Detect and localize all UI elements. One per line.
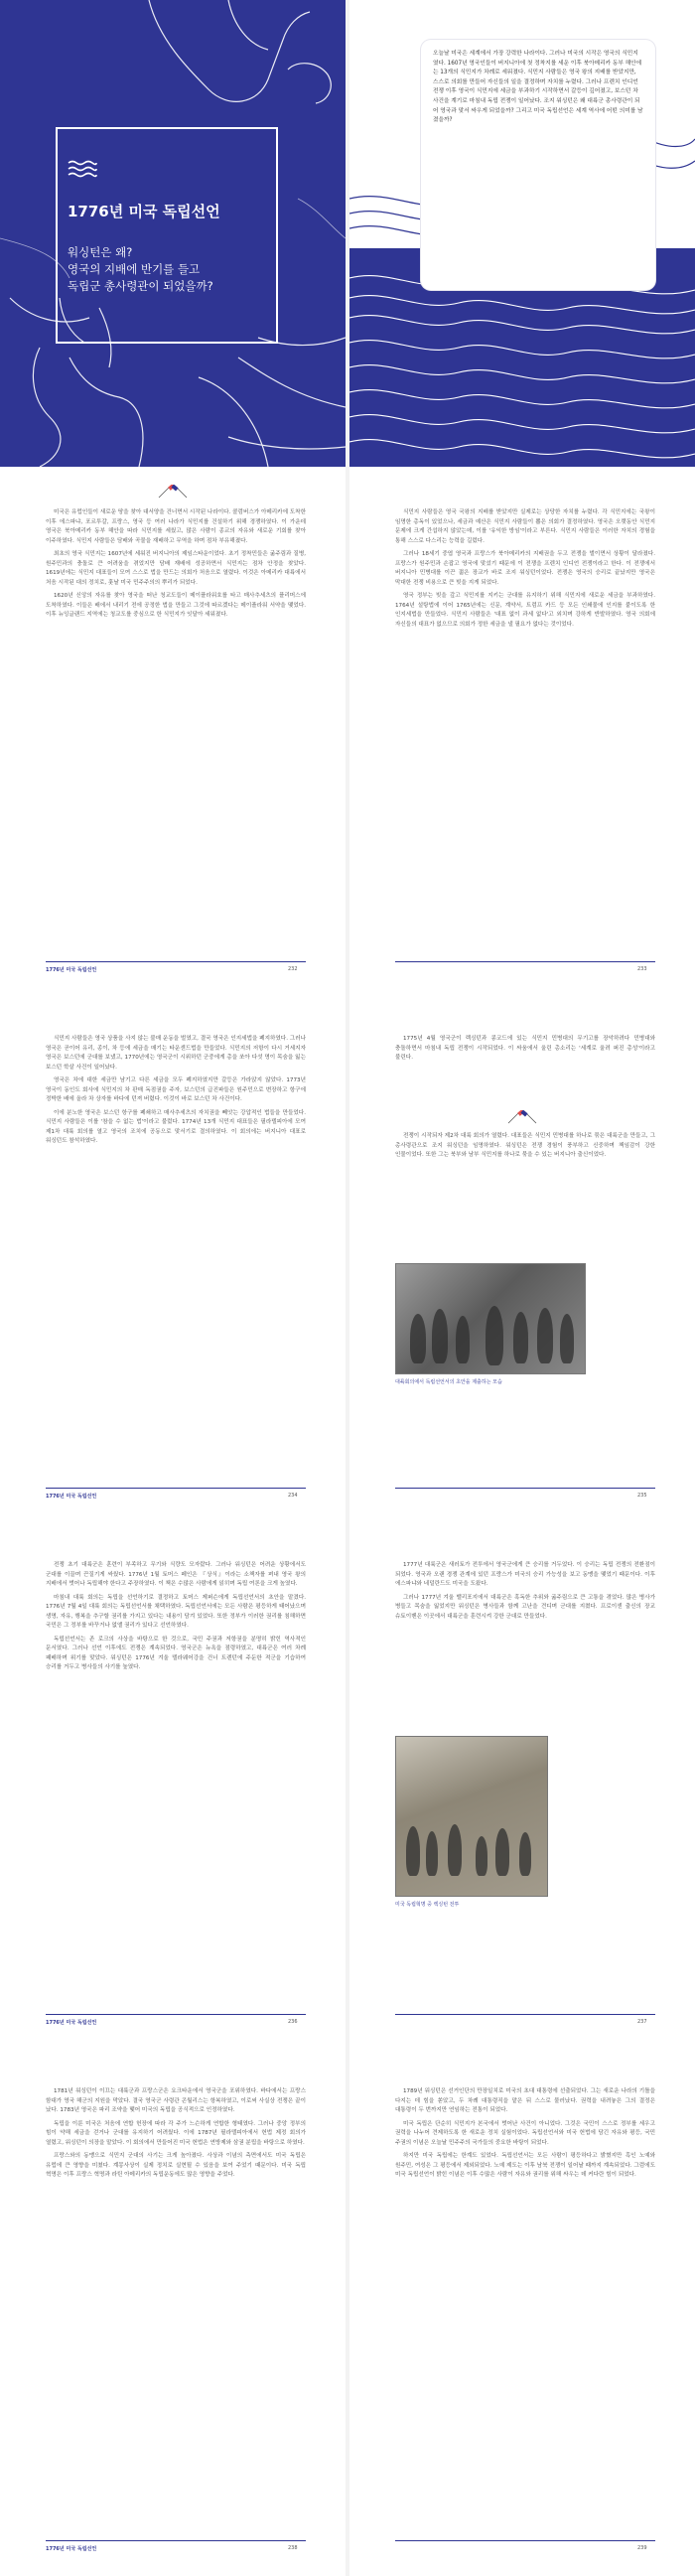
footer-rule: [46, 2014, 306, 2015]
paragraph: 1781년 워싱턴이 이끄는 대륙군과 프랑스군은 요크타운에서 영국군을 포위하였다. 바다에서는 프랑스 함대가 영국 해군의 지원을 막았다. 결국 영국군 사령관 콘월리스는 항복하였고, 이로써 사실상 전쟁은 끝이 났다. 1783년 영국은 파리 조약을 맺어 미국의 독립을 공식적으로 인정하였다.: [46, 2088, 306, 2113]
paragraph: 프랑스와의 동맹으로 식민지 군대의 사기는 크게 높아졌다. 사상과 이념의 측면에서도 미국 독립은 유럽에 큰 영향을 미쳤다. 계몽사상이 실제 정치로 실현될 수 있음을 보여 주었기 때문이다. 미국 독립 혁명은 이후 프랑스 혁명과 라틴 아메리카의 독립운동에도 많은 영향을 주었다.: [46, 2153, 306, 2178]
photo-caption: 대륙회의에서 독립선언서의 초안을 제출하는 모습: [395, 1379, 502, 1385]
paragraph: 식민지 사람들은 영국 상품을 사지 않는 불매 운동을 벌였고, 결국 영국은 인지세법을 폐지하였다. 그러나 영국은 곧이어 유리, 종이, 차 등에 세금을 매기는 타운센드법을 만들었다. 식민지의 저항이 다시 거세지자 영국은 보스턴에 군대를 보냈고, 1770년에는 영국군이 시위하던 군중에게 총을 쏘아 다섯 명이 목숨을 잃는 보스턴 학살 사건이 일어났다.: [46, 1036, 306, 1071]
book-page-235: [349, 993, 695, 1519]
footer-rule: [395, 961, 655, 962]
photo-caption: 미국 독립혁명 중 렉싱턴 전투: [395, 1902, 460, 1908]
paragraph: 전쟁이 시작되자 제2차 대륙 회의가 열렸다. 대표들은 식민지 민병대를 하나로 묶은 대륙군을 만들고, 그 총사령관으로 조지 워싱턴을 임명하였다. 워싱턴은 전쟁 경험이 풍부하고 신중하며 책임감이 강한 인물이었다. 또한 그는 북부와 남부 식민지를 하나로 묶을 수 있는 버지니아 출신이었다.: [395, 1133, 655, 1158]
body-text: [395, 1035, 655, 1064]
paragraph: 하지만 미국 독립에는 한계도 있었다. 독립선언서는 모든 사람이 평등하다고 밝혔지만 흑인 노예와 원주민, 여성은 그 평등에서 제외되었다. 노예 제도는 이후 남북 전쟁이 일어날 때까지 계속되었다. 그럼에도 미국 독립선언이 밝힌 이념은 이후 수많은 사람이 자유와 권리를 위해 싸우는 데 커다란 힘이 되었다.: [395, 2153, 655, 2178]
paragraph: 이에 분노한 영국은 보스턴 항구를 폐쇄하고 매사추세츠의 자치권을 빼앗는 강압적인 법들을 만들었다. 식민지 사람들은 이를 '참을 수 없는 법'이라고 불렀다. 1774년 13개 식민지 대표들은 필라델피아에 모여 제1차 대륙 회의를 열고 영국의 조치에 공동으로 맞서기로 결의하였다. 이 회의에는 버지니아 대표로 워싱턴도 참석하였다.: [46, 1109, 306, 1144]
body-text: [395, 2087, 655, 2181]
page-number: 237: [637, 2019, 647, 2025]
book-page-232: [0, 467, 346, 993]
intro-quote-text: 오늘날 미국은 세계에서 가장 강력한 나라이다. 그러나 미국의 시작은 영국의 식민지였다. 1607년 영국인들이 버지니아에 첫 정착지를 세운 이후 북아메리카 동부 해안에는 13개의 식민지가 차례로 세워졌다. 식민지 사람들은 영국 왕의 지배를 받았지만, 스스로 의회를 만들어 자신들의 일을 결정하며 자치를 누렸다. 그러나 프렌치 인디언 전쟁 이후 영국이 식민지에 세금을 부과하기 시작하면서 갈등이 깊어졌고, 보스턴 차 사건을 계기로 마침내 독립 전쟁이 일어났다. 조지 워싱턴은 왜 대륙군 총사령관이 되어 영국과 맞서 싸우게 되었을까? 그리고 미국 독립선언은 세계 역사에 어떤 의미를 남겼을까?: [433, 51, 643, 124]
book-page-236: [0, 1519, 346, 2046]
paragraph: 독립선언서는 존 로크의 사상을 바탕으로 한 것으로, 국민 주권과 저항권을 분명히 밝힌 역사적인 문서였다. 그러나 선언 이후에도 전쟁은 계속되었다. 영국군은 뉴욕을 점령하였고, 대륙군은 여러 차례 패배하며 위기를 맞았다. 워싱턴은 1776년 겨울 델라웨어강을 건너 트렌턴에 주둔한 적군을 기습하여 승리를 거두고 병사들의 사기를 높였다.: [46, 1636, 306, 1670]
running-footer-title: 1776년 미국 독립선언: [46, 967, 97, 973]
paragraph: 그러나 1777년 겨울 밸리포지에서 대륙군은 혹독한 추위와 굶주림으로 큰 고통을 겪었다. 많은 병사가 병들고 목숨을 잃었지만 워싱턴은 병사들과 함께 고난을 견디며 군대를 지켰다. 프로이센 출신의 장교 슈토이벤은 이곳에서 대륙군을 훈련시켜 강한 군대로 만들었다.: [395, 1594, 655, 1620]
waves-icon: [68, 159, 97, 179]
page-number: 235: [637, 1493, 647, 1499]
footer-rule: [46, 1488, 306, 1489]
running-footer-title: 1776년 미국 독립선언: [46, 2546, 97, 2552]
crossed-flags-icon: [502, 1110, 542, 1124]
chapter-subtitle: [68, 244, 271, 295]
paragraph: 영국 정부는 빚을 갚고 식민지를 지키는 군대를 유지하기 위해 식민지에 새로운 세금을 부과하였다. 1764년 설탕법에 이어 1765년에는 신문, 계약서, 트럼프 카드 등 모든 인쇄물에 인지를 붙이도록 한 인지세법을 만들었다. 식민지 사람들은 '대표 없이 과세 없다'고 외치며 강하게 반발하였다. 영국 의회에 자신들의 대표가 없으므로 의회가 정한 세금을 낼 필요가 없다는 것이었다.: [395, 593, 655, 628]
subtitle-line: 영국의 지배에 반기를 들고: [68, 262, 201, 276]
crossed-flags-icon: [153, 485, 193, 499]
running-footer-title: 1776년 미국 독립선언: [46, 2020, 97, 2026]
footer-rule: [46, 2540, 306, 2541]
page-number: 232: [288, 966, 298, 972]
page-number: 233: [637, 966, 647, 972]
body-text: [46, 1035, 306, 1147]
footer-rule: [395, 2014, 655, 2015]
body-text: [46, 1561, 306, 1673]
paragraph: 전쟁 초기 대륙군은 훈련이 부족하고 무기와 식량도 모자랐다. 그러나 워싱턴은 어려운 상황에서도 군대를 이끌며 끈질기게 싸웠다. 1776년 1월 토머스 페인은 『상식』이라는 소책자를 펴내 영국 왕의 지배에서 벗어나 독립해야 한다고 주장하였다. 이 책은 수많은 사람에게 읽히며 독립 여론을 크게 높였다.: [46, 1562, 306, 1587]
footer-rule: [395, 1488, 655, 1489]
paragraph: 1789년 워싱턴은 선거인단의 만장일치로 미국의 초대 대통령에 선출되었다. 그는 새로운 나라의 기틀을 다지는 데 힘을 쏟았고, 두 차례 대통령직을 맡은 뒤 스스로 물러났다. 권력을 내려놓은 그의 결정은 대통령이 두 번까지만 연임하는 전통이 되었다.: [395, 2088, 655, 2113]
body-text: [46, 2087, 306, 2181]
book-page-233: [349, 467, 695, 993]
body-text: [395, 1561, 655, 1622]
lexington-battle-painting: [395, 1736, 548, 1897]
paragraph: 미국 독립은 단순히 식민지가 본국에서 벗어난 사건이 아니었다. 그것은 국민이 스스로 정부를 세우고 권력을 나누어 견제하도록 한 새로운 정치 실험이었다. 독립선언서와 미국 헌법에 담긴 자유와 평등, 국민 주권의 이념은 오늘날 민주주의 국가들의 중요한 바탕이 되었다.: [395, 2120, 655, 2146]
page-number: 236: [288, 2019, 298, 2025]
subtitle-line: 워싱턴은 왜?: [68, 245, 133, 259]
paragraph: 1777년 대륙군은 새러토가 전투에서 영국군에게 큰 승리를 거두었다. 이 승리는 독립 전쟁의 전환점이 되었다. 영국과 오랜 경쟁 관계에 있던 프랑스가 미국의 승리 가능성을 보고 동맹을 맺었기 때문이다. 이후 에스파냐와 네덜란드도 미국을 도왔다.: [395, 1562, 655, 1587]
chapter-title-box: [56, 127, 278, 344]
paragraph: 마침내 대륙 회의는 독립을 선언하기로 결정하고 토머스 제퍼슨에게 독립선언서의 초안을 맡겼다. 1776년 7월 4일 대륙 회의는 독립선언서를 채택하였다. 독립선언서에는 모든 사람은 평등하게 태어났으며 생명, 자유, 행복을 추구할 권리를 가지고 있다는 내용이 담겨 있었다. 또한 정부가 이러한 권리를 침해하면 국민은 그 정부를 바꾸거나 없앨 권리가 있다고 선언하였다.: [46, 1594, 306, 1629]
intro-quote-box: [421, 40, 655, 290]
body-text: [46, 508, 306, 621]
body-text: [395, 1132, 655, 1161]
chapter-title: 1776년 미국 독립선언: [68, 203, 220, 220]
chapter-opener-left-page: [0, 0, 346, 467]
book-page-234: [0, 993, 346, 1519]
running-footer-title: 1776년 미국 독립선언: [46, 1494, 97, 1500]
book-page-238: [0, 2046, 346, 2572]
footer-rule: [395, 2540, 655, 2541]
paragraph: 영국은 차에 대한 세금만 남기고 다른 세금을 모두 폐지하였지만 갈등은 가라앉지 않았다. 1773년 영국이 동인도 회사에 식민지의 차 판매 독점권을 주자, 보스턴의 급진파들은 원주민으로 변장하고 항구에 정박한 배에 올라 차 상자를 바다에 던져 버렸다. 이것이 바로 보스턴 차 사건이다.: [46, 1077, 306, 1102]
paragraph: 1620년 신앙의 자유를 찾아 영국을 떠난 청교도들이 메이플라워호를 타고 매사추세츠의 플리머스에 도착하였다. 이들은 배에서 내리기 전에 공정한 법을 만들고 그것에 따르겠다는 메이플라워 서약을 맺었다. 이후 뉴잉글랜드 지역에는 청교도를 중심으로 한 식민지가 잇달아 세워졌다.: [46, 593, 306, 618]
declaration-painting-photo: [395, 1263, 586, 1374]
paragraph: 식민지 사람들은 영국 국왕의 지배를 받았지만 실제로는 상당한 자치를 누렸다. 각 식민지에는 국왕이 임명한 총독이 있었으나, 세금과 예산은 식민지 사람들이 뽑은 의회가 결정하였다. 영국은 오랫동안 식민지 문제에 크게 간섭하지 않았는데, 이를 '유익한 방임'이라고 부른다. 식민지 사람들은 이러한 자치의 경험을 통해 스스로 다스리는 능력을 길렀다.: [395, 509, 655, 544]
paragraph: 독립을 이룬 미국은 처음에 연합 헌장에 따라 각 주가 느슨하게 연합한 형태였다. 그러나 중앙 정부의 힘이 약해 세금을 걷거나 군대를 유지하기 어려웠다. 이에 1787년 필라델피아에서 헌법 제정 회의가 열렸고, 워싱턴이 의장을 맡았다. 이 회의에서 만들어진 미국 헌법은 연방제와 삼권 분립을 바탕으로 하였다.: [46, 2120, 306, 2146]
paragraph: 미국은 유럽인들이 새로운 땅을 찾아 대서양을 건너면서 시작된 나라이다. 콜럼버스가 아메리카에 도착한 이후 에스파냐, 포르투갈, 프랑스, 영국 등 여러 나라가 식민지를 건설하기 위해 경쟁하였다. 이 가운데 영국은 북아메리카 동부 해안을 따라 식민지를 세웠고, 많은 사람이 종교의 자유와 새로운 기회를 찾아 이주하였다. 식민지 사람들은 담배와 곡물을 재배하고 무역을 하며 점차 부유해졌다.: [46, 509, 306, 544]
book-page-239: [349, 2046, 695, 2572]
paragraph: 그러나 18세기 중엽 영국과 프랑스가 북아메리카의 지배권을 두고 전쟁을 벌이면서 상황이 달라졌다. 프랑스가 원주민과 손잡고 영국에 맞섰기 때문에 이 전쟁을 프렌치 인디언 전쟁이라고 한다. 이 전쟁에서 버지니아 민병대를 이끈 젊은 장교가 바로 조지 워싱턴이었다. 전쟁은 영국의 승리로 끝났지만 영국은 막대한 전쟁 비용으로 큰 빚을 지게 되었다.: [395, 551, 655, 586]
footer-rule: [46, 961, 306, 962]
chapter-opener-spread: [0, 0, 695, 467]
paragraph: 최초의 영국 식민지는 1607년에 세워진 버지니아의 제임스타운이었다. 초기 정착민들은 굶주림과 질병, 원주민과의 충돌로 큰 어려움을 겪었지만 담배 재배에 성공하면서 식민지는 점차 안정을 찾았다. 1619년에는 식민지 대표들이 모여 스스로 법을 만드는 의회가 처음으로 열렸다. 이것은 아메리카 대륙에서 처음 시작된 대의 정치로, 훗날 미국 민주주의의 뿌리가 되었다.: [46, 551, 306, 586]
page-number: 239: [637, 2545, 647, 2551]
subtitle-line: 독립군 총사령관이 되었을까?: [68, 279, 213, 293]
book-page-237: [349, 1519, 695, 2046]
body-text: [395, 508, 655, 630]
page-number: 234: [288, 1493, 298, 1499]
paragraph: 1775년 4월 영국군이 렉싱턴과 콩코드에 있는 식민지 민병대의 무기고를 장악하려다 민병대와 충돌하면서 마침내 독립 전쟁이 시작되었다. 이 싸움에서 울린 총소리는 '세계로 울려 퍼진 총성'이라고 불린다.: [395, 1036, 655, 1061]
page-number: 238: [288, 2545, 298, 2551]
